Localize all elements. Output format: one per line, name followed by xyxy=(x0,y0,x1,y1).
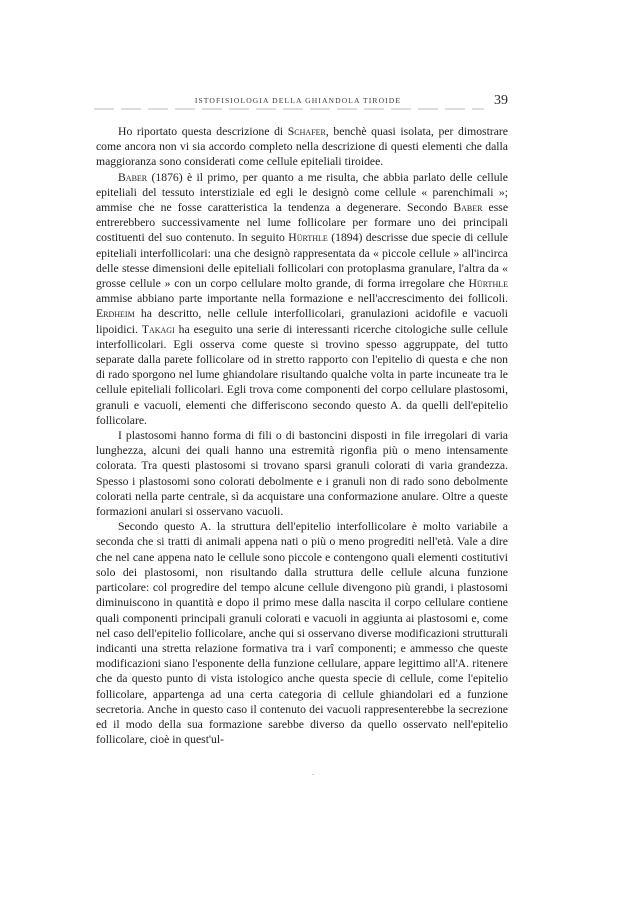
paragraph-1 xyxy=(96,124,508,170)
page-header xyxy=(92,93,508,115)
author-name: Schafer xyxy=(287,125,326,138)
text-run: (1894) descrisse due specie di cellule epiteliali interfollicolari: una che designò rappresentata da « piccole cellule » all'incirca delle stesse dimensioni delle epiteliali follicolari con protoplasma granulare, l'altra da « grosse cellule » con un corpo cellulare molto grande, di forma irregolare che xyxy=(96,231,508,291)
text-run: I plastosomi hanno forma di fili o di bastoncini disposti in file irregolari di varia lunghezza, alcuni dei quali hanno una estremità rigonfia più o meno intensamente colorata. Tra questi plastosomi si trovano sparsi granuli colorati di varia grandezza. Spesso i plastosomi sono colorati debolmente e i granuli non di rado sono debolmente colorati nella parte centrale, sì da acquistare una conformazione anulare. Oltre a queste formazioni anulari si osservano vacuoli. xyxy=(96,429,508,519)
paragraph-4 xyxy=(96,519,508,747)
text-run: ha eseguito una serie di interessanti ricerche citologiche sulle cellule interfollicolari. Egli osserva come queste si trovino spesso aggruppate, del tutto separate dalla parete follicolare od in stretto rapporto con l'epitelio di questa e che non di rado sporgono nel lume ghiandolare risultando qualche volta in parte incuneate tra le cellule epiteliali follicolari. Egli trova come componenti del corpo cellulare plastosomi, granuli e vacuoli, elementi che differiscono secondo questo A. da quelli dell'epitelio follicolare. xyxy=(96,322,508,427)
running-head: ISTOFISIOLOGIA DELLA GHIANDOLA TIROIDE xyxy=(194,96,402,105)
paragraph-2 xyxy=(96,170,508,428)
text-run: (1876) è il primo, per quanto a me risulta, che abbia parlato delle cellule epiteliali del tessuto interstiziale ed egli le designò come cellule « parenchimali »; ammise che ne fosse caratteristica la tendenza a degenerare. Secondo xyxy=(96,170,508,215)
paragraph-3 xyxy=(96,428,508,519)
text-run: Secondo questo A. la struttura dell'epitelio interfollicolare è molto variabile a seconda che si tratti di animali appena nati o più o meno progrediti nell'età. Vale a dire che nel cane appena nato le cellule sono piccole e contengono quali elementi costitutivi solo dei plastosomi, non risultando dalla struttura delle cellule alcuna funzione particolare: col progredire del tempo alcune cellule divengono più grandi, i plastosomi diminuiscono in quantità e dopo il primo mese dalla nascita il corpo cellulare contiene quali componenti principali granuli colorati e vacuoli in aggiunta ai plastosomi e, come nel caso dell'epitelio follicolare, anche qui si osservano diverse modificazioni strutturali indicanti una stretta relazione formativa tra i varî componenti; e ammesso che queste modificazioni siano l'esponente della funzione cellulare, appare legittimo all'A. ritenere che da questo punto di vista istologico anche questa specie di cellule, come l'epitelio follicolare, appartenga ad una certa categoria di cellule ghiandolari ed a funzione secretoria. Anche in questo caso il contenuto dei vacuoli rappresenterebbe la secrezione ed il modo della sua formazione sarebbe diverso da quello osservato nell'epitelio follicolare, cioè in quest'ul- xyxy=(96,520,508,747)
text-run: ammise abbiano parte importante nella formazione e nell'accrescimento dei follicoli. xyxy=(96,292,508,306)
text-run: Ho riportato questa descrizione di xyxy=(118,125,288,138)
author-name: Baber xyxy=(118,170,148,184)
page-number: 39 xyxy=(494,93,508,108)
text-run: , benchè quasi isolata, per dimostrare come ancora non vi sia accordo completo nella descrizione di questi elementi che dalla maggioranza sono considerati come cellule epiteliali tiroidee. xyxy=(96,125,508,169)
text-run: ha descritto, nelle cellule interfollicolari, granulazioni acidofile e vacuoli lipoidici. xyxy=(96,307,508,336)
author-name: Hürthle xyxy=(288,231,328,245)
author-name: Takagi xyxy=(141,322,175,336)
text-run: esse entrerebbero successivamente nel lume follicolare per formare uno dei principali costituenti del suo contenuto. In seguito xyxy=(96,201,509,245)
author-name: Erdheim xyxy=(96,307,135,321)
body-text xyxy=(96,124,508,747)
header-rule xyxy=(94,108,484,110)
author-name: Hürthle xyxy=(468,277,508,291)
stray-mark: - xyxy=(312,770,315,778)
author-name: Baber xyxy=(453,201,483,215)
